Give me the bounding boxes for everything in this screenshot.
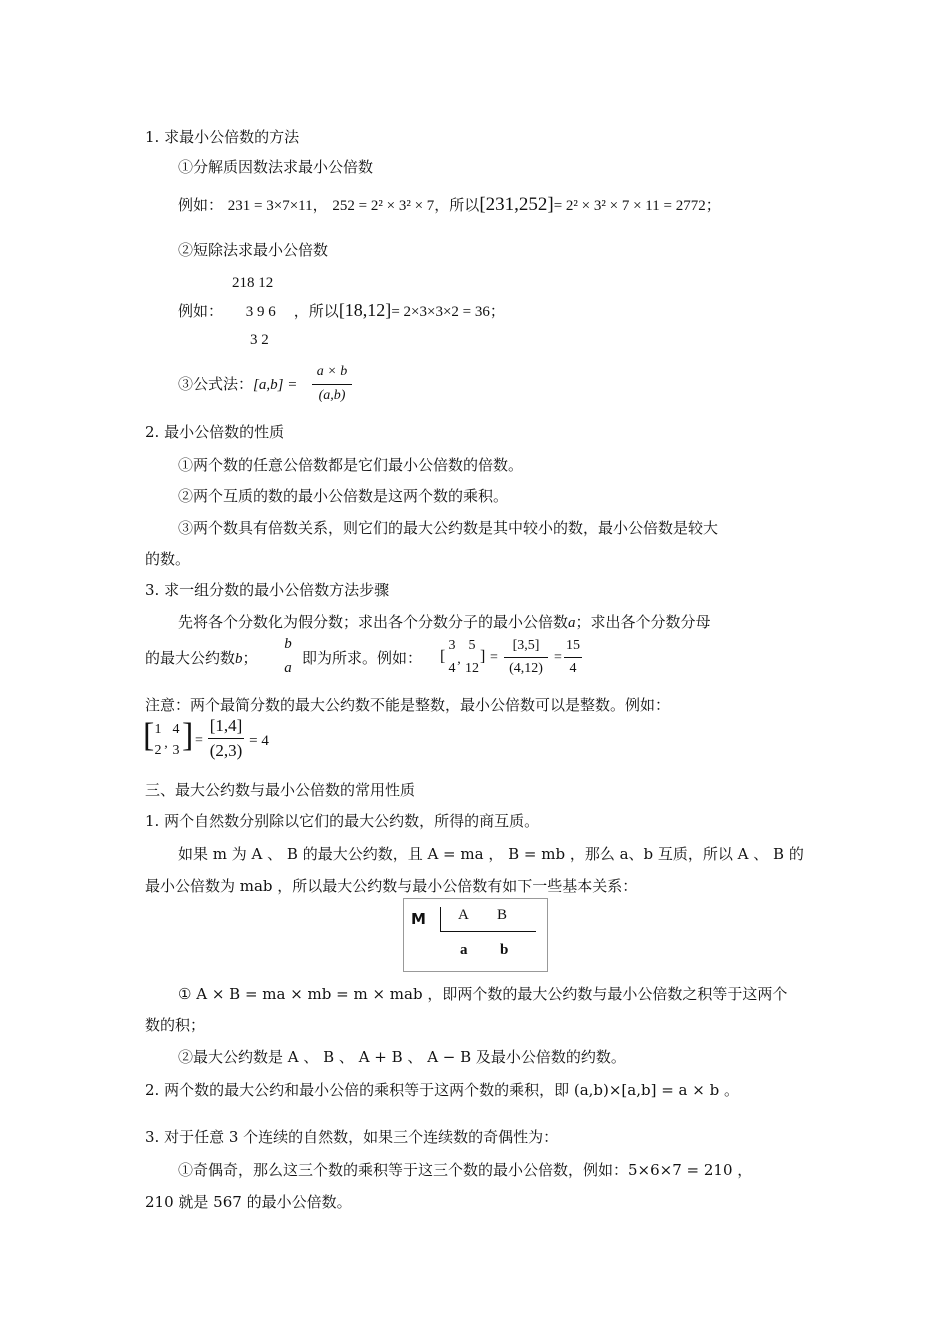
bracket-close: ] bbox=[480, 648, 486, 665]
method2-example bbox=[178, 300, 505, 322]
note-frac1-num: 1 bbox=[154, 722, 162, 737]
lcm-result: = 2×3×3×2 = 36 bbox=[391, 304, 490, 320]
fraction-bar bbox=[504, 657, 548, 658]
dividend-b: B bbox=[497, 907, 508, 923]
step-text: ；求出各个分数分母 bbox=[575, 613, 711, 631]
fraction-bar bbox=[312, 384, 352, 385]
comma: , bbox=[457, 652, 461, 667]
step-text: ； bbox=[242, 649, 258, 667]
method3-line bbox=[178, 374, 297, 395]
so-text: ，所以 bbox=[293, 302, 339, 320]
example-prefix: 例如： bbox=[178, 302, 224, 320]
fraction-bar bbox=[208, 738, 244, 739]
variable-a: a bbox=[568, 615, 576, 631]
comma: , bbox=[164, 736, 168, 751]
relation-1-line1: ① A × B = ma × mb = m × mab ，即两个数的最大公约数与最小公倍数之积等于这两个 bbox=[178, 985, 788, 1003]
equals: = bbox=[195, 733, 203, 748]
end-mark: ； bbox=[489, 302, 505, 320]
lcm-expression: [231,252] bbox=[479, 194, 554, 215]
property-product: 2. 两个数的最大公约和最小公倍的乘积等于这两个数的乘积，即 (a,b)×[a,b] = a × b 。 bbox=[145, 1081, 739, 1099]
example-prefix: 例如： bbox=[178, 196, 224, 214]
ex-lcm-num: [3,5] bbox=[512, 638, 540, 653]
division-horizontal-line bbox=[440, 931, 536, 932]
section-title-common-properties: 三、最大公约数与最小公倍数的常用性质 bbox=[145, 781, 416, 799]
ex-gcd-den: (4,12) bbox=[509, 661, 543, 676]
short-division-row1: 218 12 bbox=[232, 275, 274, 291]
property-2: ②两个互质的数的最小公倍数是这两个数的乘积。 bbox=[178, 487, 509, 505]
lcm-result: = 2² × 3² × 7 × 11 = 2772 bbox=[553, 198, 706, 214]
relation-2: ②最大公约数是 A 、 B 、 A + B 、 A − B 及最小公倍数的约数。 bbox=[178, 1048, 626, 1066]
section-title-lcm-methods: 1. 求最小公倍数的方法 bbox=[145, 128, 300, 146]
note-gcd-den: (2,3) bbox=[209, 741, 243, 760]
end-mark: ； bbox=[705, 196, 721, 214]
fraction-steps-line2 bbox=[145, 648, 258, 669]
variable-b: b bbox=[235, 651, 243, 667]
dividend-a: A bbox=[458, 907, 469, 923]
quotient-a: a bbox=[460, 942, 468, 958]
bracket-close: ] bbox=[182, 717, 194, 754]
method1-example bbox=[178, 195, 721, 216]
bracket-open: [ bbox=[143, 717, 155, 754]
separator: ， bbox=[312, 196, 328, 214]
note-line: 注意：两个最简分数的最大公约数不能是整数，最小公倍数可以是整数。例如： bbox=[145, 696, 671, 714]
method2-title: ②短除法求最小公倍数 bbox=[178, 241, 329, 259]
property-3-line1: ③两个数具有倍数关系，则它们的最大公约数是其中较小的数，最小公倍数是较大 bbox=[178, 519, 719, 537]
ex-frac1-num: 3 bbox=[448, 638, 456, 653]
formula-numerator: a × b bbox=[316, 364, 348, 379]
fraction-bar bbox=[564, 657, 582, 658]
formula-denominator: (a,b) bbox=[318, 388, 346, 403]
ex-result-num: 15 bbox=[566, 638, 580, 653]
ba-denominator: a bbox=[284, 660, 292, 676]
division-vertical-line bbox=[440, 907, 441, 931]
note-frac1-den: 2 bbox=[154, 743, 162, 758]
property-quotient-coprime: 1. 两个自然数分别除以它们的最大公约数，所得的商互质。 bbox=[145, 812, 540, 830]
ba-numerator: b bbox=[284, 636, 292, 652]
property-explain-line2: 最小公倍数为 mab ，所以最大公约数与最小公倍数有如下一些基本关系： bbox=[145, 877, 638, 895]
ex-result-den: 4 bbox=[569, 661, 577, 676]
so-text: ，所以 bbox=[434, 196, 480, 214]
formula-lhs: [a,b] = bbox=[253, 377, 298, 393]
factorization-252: 252 = 2² × 3² × 7 bbox=[332, 198, 435, 214]
ex-frac1-den: 4 bbox=[448, 661, 456, 676]
relation-1-line2: 数的积； bbox=[145, 1016, 206, 1034]
section-title-lcm-properties: 2. 最小公倍数的性质 bbox=[145, 423, 285, 441]
property-3-line2: 的数。 bbox=[145, 550, 191, 568]
answer-text: 即为所求。例如： bbox=[302, 649, 423, 667]
consecutive-case-1-line1: ①奇偶奇，那么这三个数的乘积等于这三个数的最小公倍数，例如：5×6×7 = 210 ， bbox=[178, 1161, 753, 1179]
fraction-steps-line1 bbox=[178, 612, 711, 633]
ex-frac2-den: 12 bbox=[465, 661, 479, 676]
ex-frac2-num: 5 bbox=[468, 638, 476, 653]
method3-title: ③公式法： bbox=[178, 375, 254, 393]
step-text: 的最大公约数 bbox=[145, 649, 236, 667]
divisor-m: M bbox=[411, 910, 426, 928]
bracket-open: [ bbox=[440, 648, 446, 665]
equals: = bbox=[490, 650, 498, 665]
consecutive-case-1-line2: 210 就是 567 的最小公倍数。 bbox=[145, 1193, 352, 1211]
property-consecutive: 3. 对于任意 3 个连续的自然数，如果三个连续数的奇偶性为： bbox=[145, 1128, 559, 1146]
step-text: 先将各个分数化为假分数；求出各个分数分子的最小公倍数 bbox=[178, 613, 569, 631]
quotient-b: b bbox=[500, 942, 509, 958]
equals: = bbox=[554, 650, 562, 665]
method1-title: ①分解质因数法求最小公倍数 bbox=[178, 158, 374, 176]
factorization-231: 231 = 3×7×11 bbox=[227, 198, 313, 214]
section-title-fraction-lcm: 3. 求一组分数的最小公倍数方法步骤 bbox=[145, 581, 390, 599]
short-division-row3: 3 2 bbox=[250, 332, 269, 348]
property-1: ①两个数的任意公倍数都是它们最小公倍数的倍数。 bbox=[178, 456, 524, 474]
note-frac2-den: 3 bbox=[172, 743, 180, 758]
note-frac2-num: 4 bbox=[172, 722, 180, 737]
note-result: = 4 bbox=[249, 733, 269, 749]
note-lcm-num: [1,4] bbox=[209, 716, 243, 735]
property-explain-line1: 如果 m 为 A 、 B 的最大公约数，且 A = ma ， B = mb ，那么 a、b 互质，所以 A 、 B 的 bbox=[178, 845, 804, 863]
short-division-row2: 3 9 6 bbox=[245, 304, 276, 320]
lcm-expression: [18,12] bbox=[338, 300, 392, 320]
